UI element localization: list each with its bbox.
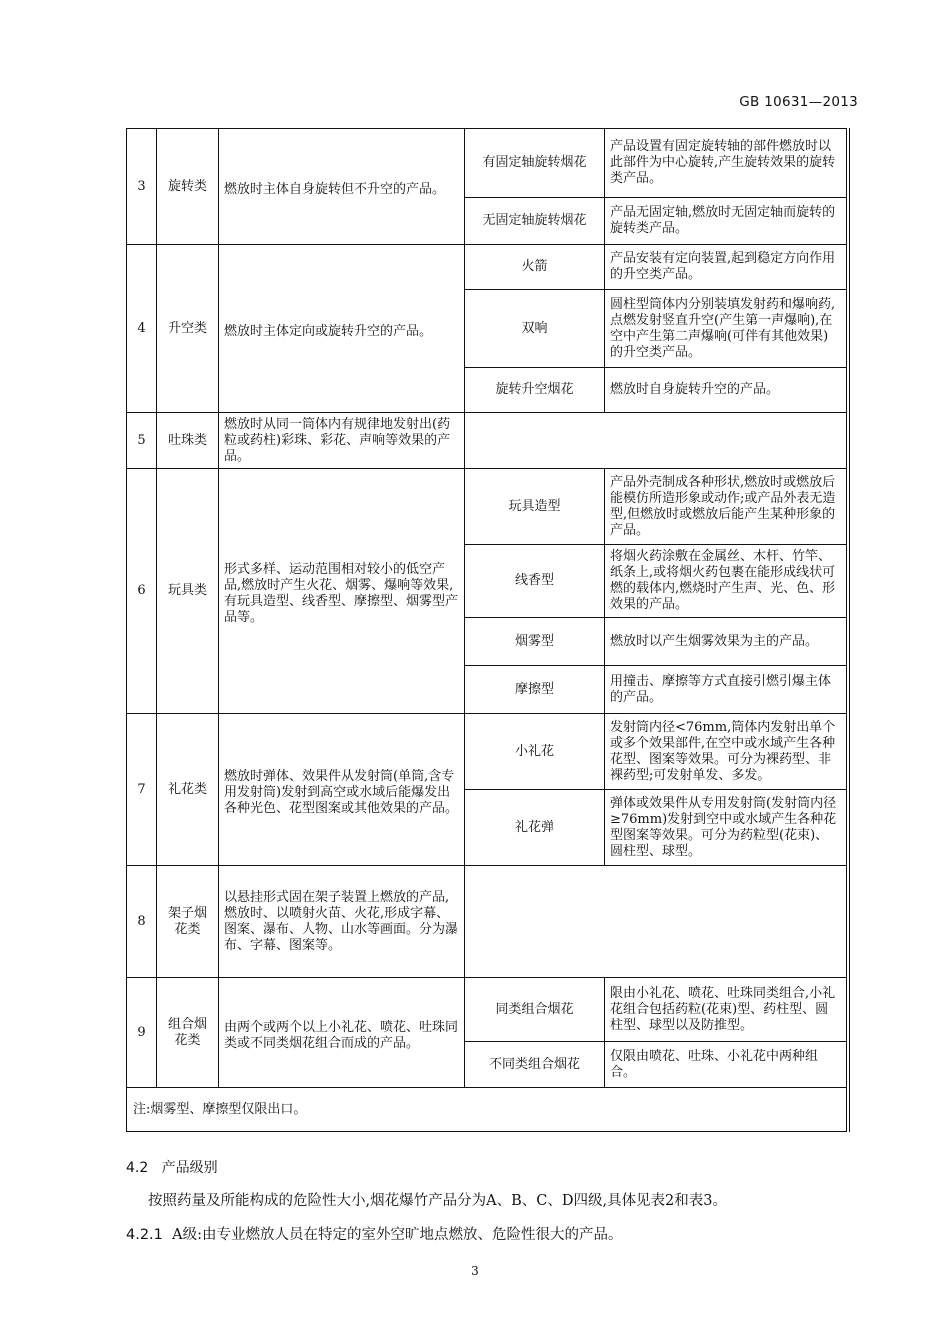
section-4-2-1 xyxy=(126,1223,622,1244)
category-description: 燃放时弹体、效果件从发射筒(单筒,含专用发射筒)发射到高空或水域后能爆发出各种光色、花型图案或其他效果的产品。 xyxy=(219,714,465,866)
subtype-name: 火箭 xyxy=(465,245,605,290)
table-row xyxy=(127,129,847,198)
category-description: 燃放时从同一筒体内有规律地发射出(药粒或药柱)彩珠、彩花、声响等效果的产品。 xyxy=(219,413,465,469)
subtype-description: 将烟火药涂敷在金属丝、木杆、竹竿、纸条上,或将烟火药包裹在能形成线状可燃的载体内,燃烧时产生声、光、色、形效果的产品。 xyxy=(605,545,847,618)
subtype-name: 有固定轴旋转烟花 xyxy=(465,129,605,198)
subtype-description: 产品设置有固定旋转轴的部件燃放时以此部件为中心旋转,产生旋转效果的旋转类产品。 xyxy=(605,129,847,198)
row-number: 5 xyxy=(127,413,157,469)
subtype-description: 仅限由喷花、吐珠、小礼花中两种组合。 xyxy=(605,1042,847,1088)
row-number: 9 xyxy=(127,978,157,1088)
subtype-description: 限由小礼花、喷花、吐珠同类组合,小礼花组合包括药粒(花束)型、药柱型、圆柱型、球型以及防推型。 xyxy=(605,978,847,1042)
subtype-description: 产品外壳制成各种形状,燃放时或燃放后能模仿所造形象或动作;或产品外表无造型,但燃放时或燃放后能产生某种形象的产品。 xyxy=(605,469,847,545)
subtype-description: 燃放时自身旋转升空的产品。 xyxy=(605,368,847,413)
category-description: 以悬挂形式固在架子装置上燃放的产品,燃放时、以喷射火苗、火花,形成字幕、图案、瀑布、人物、山水等画面。分为瀑布、字幕、图案等。 xyxy=(219,866,465,978)
category-name: 礼花类 xyxy=(157,714,219,866)
subtype-name: 烟雾型 xyxy=(465,618,605,666)
row-number: 3 xyxy=(127,129,157,245)
row-number: 4 xyxy=(127,245,157,413)
table-row xyxy=(127,245,847,290)
category-description: 由两个或两个以上小礼花、喷花、吐珠同类或不同类烟花组合而成的产品。 xyxy=(219,978,465,1088)
subtype-name: 小礼花 xyxy=(465,714,605,790)
subtype-name: 无固定轴旋转烟花 xyxy=(465,198,605,245)
product-classification-table xyxy=(126,128,846,1132)
section-number: 4.2 xyxy=(126,1160,149,1176)
subtype-description: 弹体或效果件从专用发射筒(发射筒内径≥76mm)发射到空中或水域产生各种花型图案等效果。可分为药粒型(花束)、圆柱型、球型。 xyxy=(605,790,847,866)
category-description: 形式多样、运动范围相对较小的低空产品,燃放时产生火花、烟雾、爆响等效果,有玩具造型、线香型、摩擦型、烟雾型产品等。 xyxy=(219,469,465,714)
section-4-2-paragraph: 按照药量及所能构成的危险性大小,烟花爆竹产品分为A、B、C、D四级,具体见表2和表3。 xyxy=(148,1193,728,1209)
subtype-description: 用撞击、摩擦等方式直接引燃引爆主体的产品。 xyxy=(605,666,847,714)
table-row xyxy=(127,469,847,545)
category-name: 组合烟花类 xyxy=(157,978,219,1088)
table-row xyxy=(127,978,847,1042)
table-note: 注:烟雾型、摩擦型仅限出口。 xyxy=(127,1088,847,1132)
category-name: 旋转类 xyxy=(157,129,219,245)
subtype-description: 圆柱型筒体内分别装填发射药和爆响药,点燃发射竖直升空(产生第一声爆响),在空中产生第二声爆响(可伴有其他效果)的升空类产品。 xyxy=(605,290,847,368)
table-note-row xyxy=(127,1088,847,1132)
page-number: 3 xyxy=(471,1264,479,1278)
subtype-description: 产品安装有定向装置,起到稳定方向作用的升空类产品。 xyxy=(605,245,847,290)
subtype-name: 礼花弹 xyxy=(465,790,605,866)
category-description: 燃放时主体定向或旋转升空的产品。 xyxy=(219,245,465,413)
category-name: 吐珠类 xyxy=(157,413,219,469)
subtype-name: 双响 xyxy=(465,290,605,368)
table-row xyxy=(127,413,847,469)
subtype-name: 玩具造型 xyxy=(465,469,605,545)
section-title: 产品级别 xyxy=(161,1160,218,1176)
section-number: 4.2.1 xyxy=(126,1227,163,1243)
subtype-name: 线香型 xyxy=(465,545,605,618)
section-text: A级:由专业燃放人员在特定的室外空旷地点燃放、危险性很大的产品。 xyxy=(172,1227,623,1243)
category-name: 升空类 xyxy=(157,245,219,413)
row-number: 7 xyxy=(127,714,157,866)
subtype-description: 产品无固定轴,燃放时无固定轴而旋转的旋转类产品。 xyxy=(605,198,847,245)
category-description: 燃放时主体自身旋转但不升空的产品。 xyxy=(219,129,465,245)
subtype-name: 旋转升空烟花 xyxy=(465,368,605,413)
subtype-description: 燃放时以产生烟雾效果为主的产品。 xyxy=(605,618,847,666)
section-4-2-heading xyxy=(126,1157,218,1177)
row-number: 6 xyxy=(127,469,157,714)
empty-subtype-cell xyxy=(465,413,847,469)
category-name: 架子烟花类 xyxy=(157,866,219,978)
subtype-description: 发射筒内径<76mm,筒体内发射出单个或多个效果部件,在空中或水域产生各种花型、图案等效果。可分为裸药型、非裸药型;可发射单发、多发。 xyxy=(605,714,847,790)
table-row xyxy=(127,714,847,790)
table-row xyxy=(127,866,847,978)
empty-subtype-cell xyxy=(465,866,847,978)
subtype-name: 同类组合烟花 xyxy=(465,978,605,1042)
subtype-name: 摩擦型 xyxy=(465,666,605,714)
row-number: 8 xyxy=(127,866,157,978)
category-name: 玩具类 xyxy=(157,469,219,714)
standard-code: GB 10631—2013 xyxy=(739,94,858,110)
subtype-name: 不同类组合烟花 xyxy=(465,1042,605,1088)
